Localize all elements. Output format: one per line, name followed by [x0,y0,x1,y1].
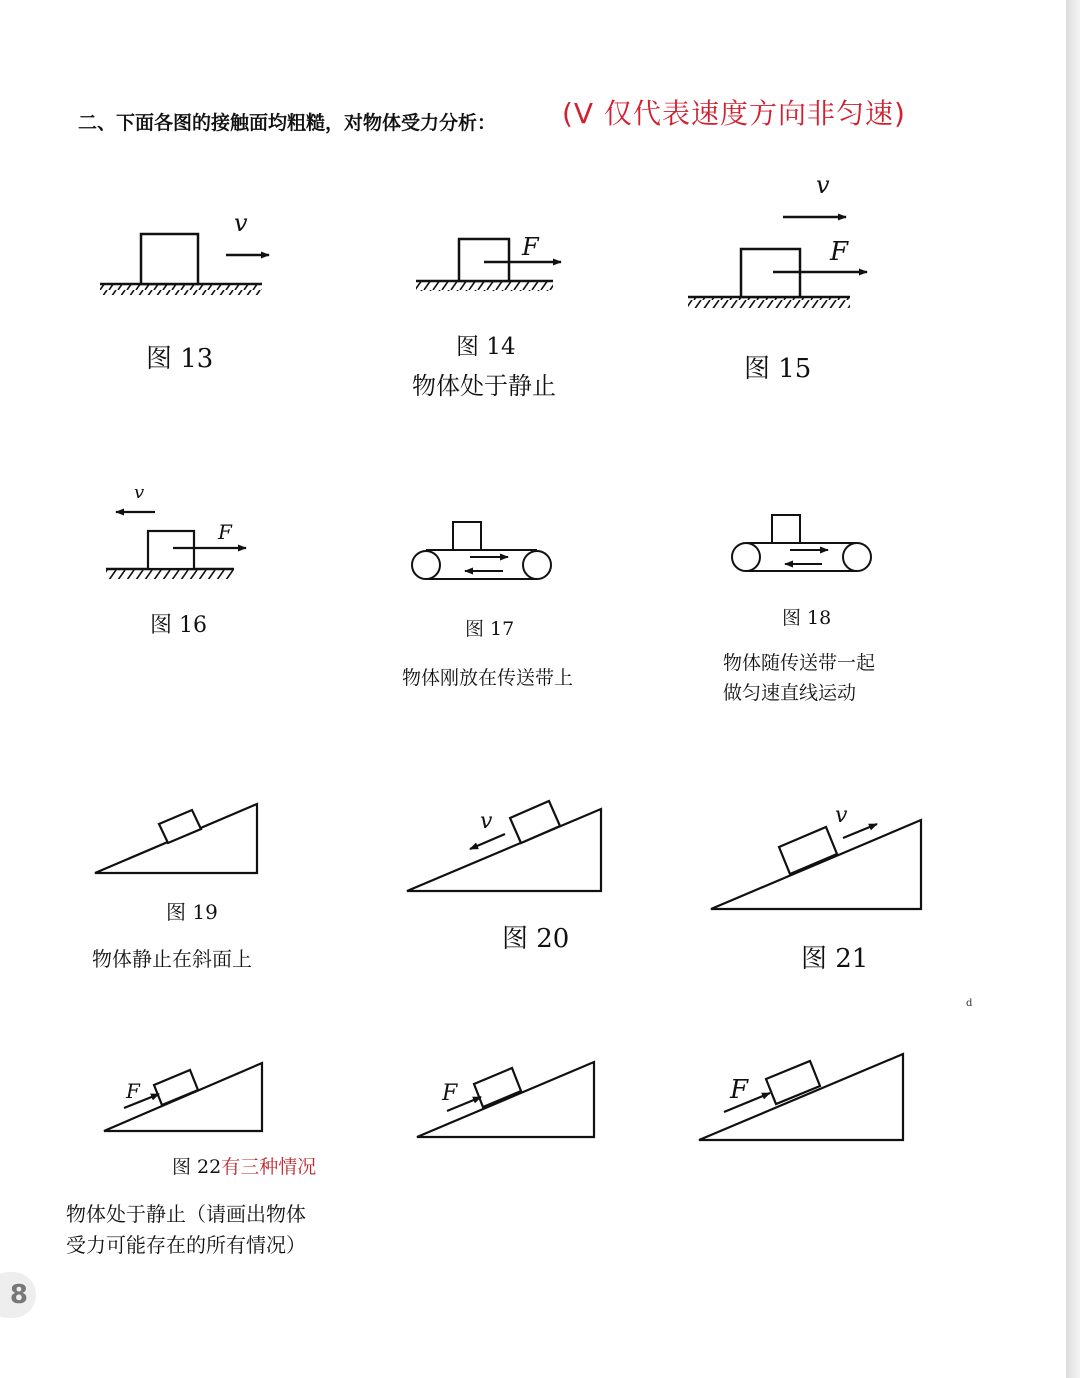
velocity-label: v [480,809,493,834]
caption-figure-14: 图 14 [456,334,516,360]
block [141,234,198,284]
pulley-right [843,543,871,571]
velocity-label: v [234,209,248,237]
block [459,239,509,281]
force-label: F [218,520,232,544]
desc-figure-17: 物体刚放在传送带上 [402,667,574,689]
figure-22-case-3 [699,1054,903,1140]
force-label: F [126,1079,140,1103]
pulley-left [732,543,760,571]
force-label: F [522,233,539,261]
figure-15 [688,171,867,308]
caption-figure-13: 图 13 [146,344,214,374]
caption-figure-16: 图 16 [150,613,207,638]
incline [407,809,601,891]
desc-figure-22-line2: 受力可能存在的所有情况） [66,1233,306,1257]
caption-figure-20: 图 20 [502,924,570,954]
caption-figure-21: 图 21 [801,944,869,974]
velocity-label: v [134,482,145,503]
page-edge-shadow [1066,0,1080,1378]
velocity-label: v [816,171,830,199]
annotation-three-cases: 有三种情况 [221,1156,317,1178]
ground-hatch [106,570,234,579]
desc-figure-18-line1: 物体随传送带一起 [723,652,876,674]
velocity-arrow [470,834,505,849]
force-label: F [442,1081,458,1106]
velocity-arrow [843,824,877,838]
ground-hatch [100,285,262,295]
desc-figure-19: 物体静止在斜面上 [92,947,252,971]
caption-figure-22 [172,1152,316,1179]
block [772,515,800,543]
page-number-badge: 8 [0,1272,36,1318]
caption-figure-15: 图 15 [744,354,812,384]
section-heading: 二、下面各图的接触面均粗糙，对物体受力分析： [78,112,497,134]
ground-hatch [688,298,850,308]
force-label: F [730,1075,749,1105]
caption-figure-18: 图 18 [782,607,832,629]
force-label: F [830,237,849,267]
desc-figure-14: 物体处于静止 [412,372,556,400]
figure-21 [711,803,921,909]
figure-22-case-1 [104,1063,262,1131]
desc-figure-22-line1: 物体处于静止（请画出物体 [66,1202,306,1226]
caption-figure-19: 图 19 [166,900,218,924]
desc-figure-18-line2: 做匀速直线运动 [723,682,857,704]
velocity-label: v [835,803,848,828]
pulley-left [412,551,440,579]
figure-17 [412,522,551,579]
figure-16 [106,482,246,579]
figure-20 [407,801,601,891]
ground-hatch [416,282,553,291]
figure-14 [416,233,561,291]
caption-figure-22-label: 图 22 [172,1156,222,1178]
handwritten-note: (V 仅代表速度方向非匀速) [562,97,906,130]
figure-18 [732,515,871,571]
figure-19 [95,804,257,873]
figure-22-case-2 [417,1062,594,1137]
figure-13 [100,209,269,295]
block [148,531,194,569]
stray-mark: d [966,998,973,1009]
pulley-right [523,551,551,579]
caption-figure-17: 图 17 [465,618,515,640]
block [453,522,481,550]
